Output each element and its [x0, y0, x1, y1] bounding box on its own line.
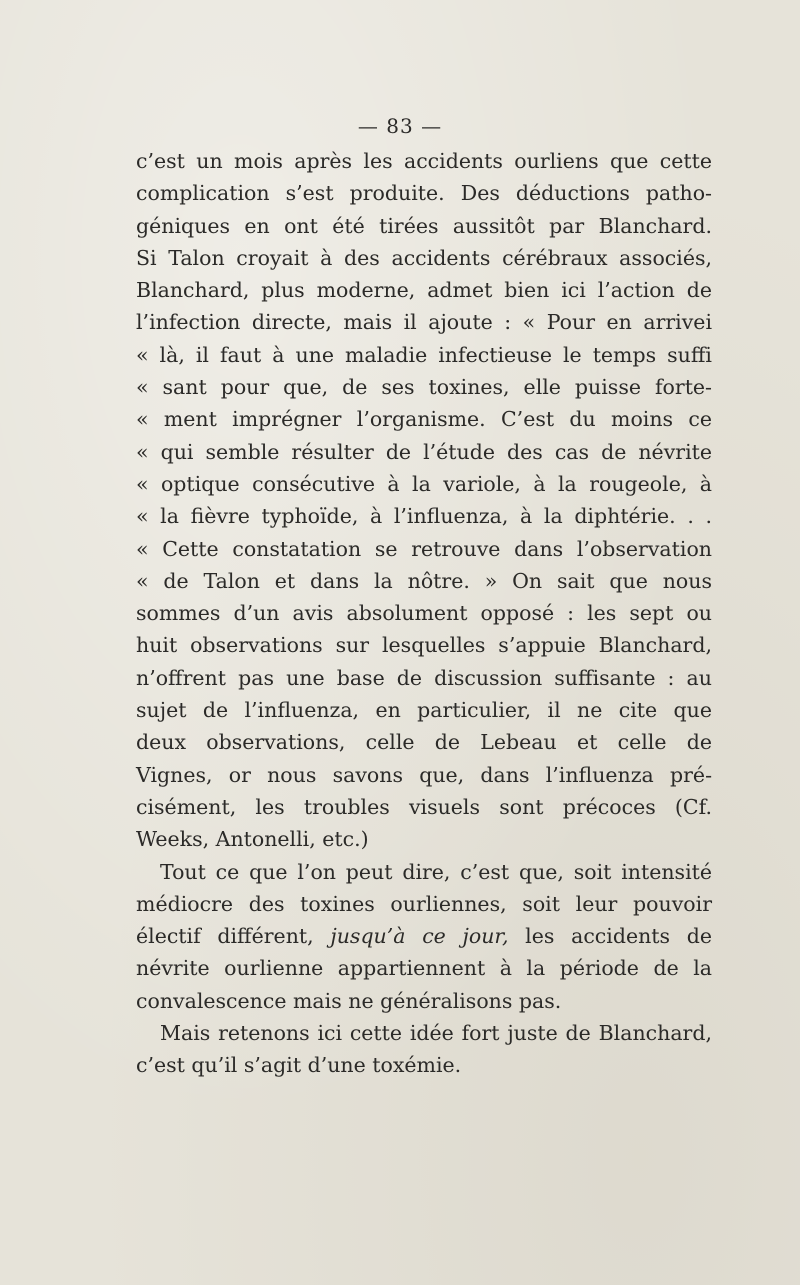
text-line: c’est qu’il s’agit d’une toxémie.	[136, 1053, 462, 1078]
text-segment: les accidents de	[508, 924, 713, 949]
text-line: sommes d’un avis absolument opposé : les sept ou	[136, 601, 712, 626]
text-line: Mais retenons ici cette idée fort juste de Blanchard,	[160, 1021, 712, 1046]
text-line: « là, il faut à une maladie infectieuse le temps suffi	[136, 342, 712, 367]
text-line: n’offrent pas une base de discussion suffisante : au	[136, 665, 712, 690]
text-line: complication s’est produite. Des déductions patho-	[136, 181, 712, 206]
page-number: — 83 —	[357, 114, 443, 138]
text-line: l’infection directe, mais il ajoute : « Pour en arrivei	[136, 310, 712, 335]
text-line: médiocre des toxines ourliennes, soit leur pouvoir	[136, 891, 712, 916]
text-line: « Cette constatation se retrouve dans l’observation	[136, 536, 712, 561]
text-line: « qui semble résulter de l’étude des cas de névrite	[136, 439, 712, 464]
text-line: convalescence mais ne généralisons pas.	[136, 988, 562, 1013]
text-line: Blanchard, plus moderne, admet bien ici l’action de	[136, 278, 712, 303]
text-line: Si Talon croyait à des accidents cérébraux associés,	[136, 245, 712, 270]
text-line: « sant pour que, de ses toxines, elle puisse forte-	[136, 375, 712, 400]
text-line: deux observations, celle de Lebeau et celle de	[136, 730, 712, 755]
text-line: Vignes, or nous savons que, dans l’influenza pré-	[136, 762, 712, 787]
text-line: « ment imprégner l’organisme. C’est du moins ce	[136, 407, 712, 432]
text-line: c’est un mois après les accidents ourliens que cette	[136, 149, 712, 173]
text-line: géniques en ont été tirées aussitôt par Blanchard.	[136, 213, 712, 238]
italic-phrase: jusqu’à ce jour,	[330, 924, 509, 949]
body-text	[136, 145, 712, 1082]
text-line-with-italic	[136, 920, 712, 952]
text-line: « la fièvre typhoïde, à l’influenza, à la diphtérie. . .	[136, 504, 712, 529]
text-line: sujet de l’influenza, en particulier, il ne cite que	[136, 698, 712, 723]
text-line: huit observations sur lesquelles s’appuie Blanchard,	[136, 633, 712, 658]
text-segment: électif différent,	[136, 924, 331, 949]
text-line: névrite ourlienne appartiennent à la période de la	[136, 956, 712, 981]
text-line: « optique consécutive à la variole, à la rougeole, à	[136, 471, 712, 496]
text-line: cisément, les troubles visuels sont précoces (Cf.	[136, 794, 712, 819]
text-line: Tout ce que l’on peut dire, c’est que, soit intensité	[160, 859, 712, 884]
text-line: « de Talon et dans la nôtre. » On sait que nous	[136, 568, 712, 593]
text-line: Weeks, Antonelli, etc.)	[136, 827, 369, 852]
